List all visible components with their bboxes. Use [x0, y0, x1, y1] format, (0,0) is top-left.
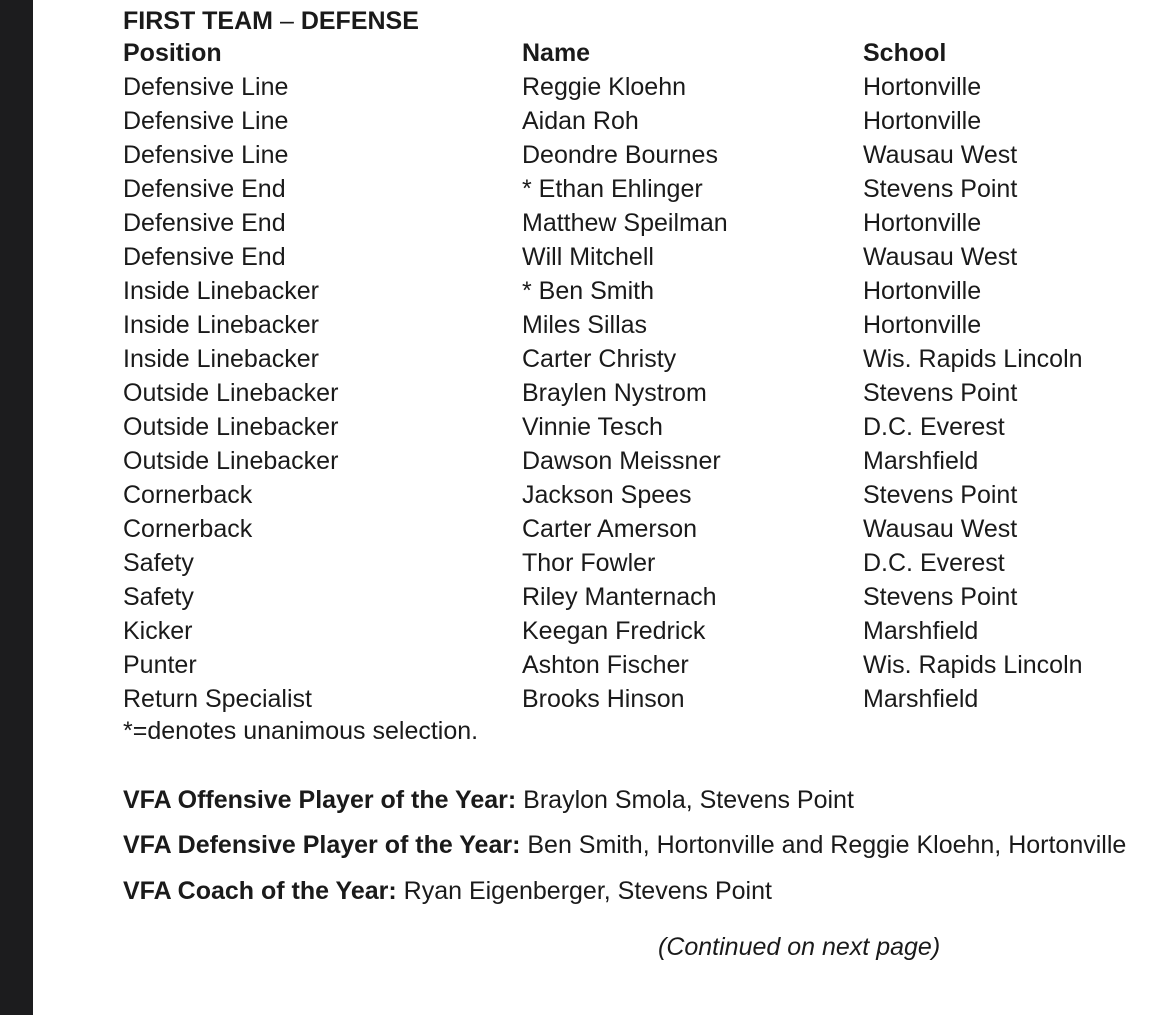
- cell-position: Safety: [123, 549, 194, 577]
- table-row: [123, 72, 1170, 106]
- cell-school: Hortonville: [863, 209, 982, 237]
- cell-position: Inside Linebacker: [123, 345, 319, 373]
- cell-position: Defensive Line: [123, 73, 289, 101]
- cell-school: Stevens Point: [863, 583, 1018, 611]
- cell-name: Brooks Hinson: [522, 685, 685, 713]
- cell-name: * Ben Smith: [522, 277, 655, 305]
- cell-position: Safety: [123, 583, 194, 611]
- header-school: School: [863, 39, 947, 67]
- cell-school: Marshfield: [863, 685, 979, 713]
- section-title-main: FIRST TEAM: [123, 7, 273, 35]
- table-row: [123, 310, 1170, 344]
- cell-position: Outside Linebacker: [123, 447, 339, 475]
- cell-school: Hortonville: [863, 107, 982, 135]
- table-row: [123, 140, 1170, 174]
- award-value: Ben Smith, Hortonville and Reggie Kloehn, Hortonville: [527, 831, 1127, 859]
- cell-school: Wausau West: [863, 141, 1018, 169]
- cell-school: Wausau West: [863, 243, 1018, 271]
- cell-school: Marshfield: [863, 447, 979, 475]
- section-title-dash: –: [279, 7, 294, 35]
- award-defensive-player: [123, 830, 1126, 860]
- cell-position: Punter: [123, 651, 197, 679]
- cell-school: Wausau West: [863, 515, 1018, 543]
- table-row: [123, 344, 1170, 378]
- cell-name: Matthew Speilman: [522, 209, 728, 237]
- table-row: [123, 480, 1170, 514]
- cell-position: Cornerback: [123, 481, 253, 509]
- table-row: [123, 242, 1170, 276]
- table-row: [123, 582, 1170, 616]
- cell-school: Wis. Rapids Lincoln: [863, 345, 1083, 373]
- cell-school: Hortonville: [863, 73, 982, 101]
- cell-name: * Ethan Ehlinger: [522, 175, 703, 203]
- table-row: [123, 514, 1170, 548]
- award-offensive-player: [123, 785, 854, 815]
- cell-name: Riley Manternach: [522, 583, 717, 611]
- cell-school: Marshfield: [863, 617, 979, 645]
- award-label: VFA Coach of the Year:: [123, 877, 397, 905]
- cell-name: Deondre Bournes: [522, 141, 718, 169]
- cell-name: Aidan Roh: [522, 107, 639, 135]
- window-left-edge: [0, 0, 33, 1015]
- cell-name: Thor Fowler: [522, 549, 656, 577]
- document-page: [123, 0, 1170, 1015]
- section-title-sub: DEFENSE: [300, 7, 419, 35]
- table-row: [123, 174, 1170, 208]
- cell-position: Outside Linebacker: [123, 379, 339, 407]
- table-row: [123, 548, 1170, 582]
- cell-position: Defensive Line: [123, 141, 289, 169]
- award-value: Braylon Smola, Stevens Point: [523, 786, 854, 814]
- table-row: [123, 276, 1170, 310]
- cell-name: Braylen Nystrom: [522, 379, 707, 407]
- award-coach: [123, 876, 772, 906]
- table-row: [123, 684, 1170, 718]
- cell-position: Cornerback: [123, 515, 253, 543]
- table-row: [123, 650, 1170, 684]
- table-row: [123, 446, 1170, 480]
- header-position: Position: [123, 39, 222, 67]
- section-title: [123, 6, 419, 36]
- cell-school: Wis. Rapids Lincoln: [863, 651, 1083, 679]
- cell-school: Stevens Point: [863, 379, 1018, 407]
- cell-position: Defensive End: [123, 243, 286, 271]
- table-row: [123, 412, 1170, 446]
- cell-school: Stevens Point: [863, 481, 1018, 509]
- cell-name: Carter Amerson: [522, 515, 698, 543]
- header-name: Name: [522, 39, 591, 67]
- continued-note: (Continued on next page): [658, 933, 941, 961]
- cell-name: Dawson Meissner: [522, 447, 721, 475]
- cell-position: Defensive Line: [123, 107, 289, 135]
- award-label: VFA Offensive Player of the Year:: [123, 786, 517, 814]
- cell-name: Keegan Fredrick: [522, 617, 706, 645]
- cell-name: Jackson Spees: [522, 481, 692, 509]
- cell-position: Inside Linebacker: [123, 311, 319, 339]
- cell-position: Defensive End: [123, 209, 286, 237]
- cell-name: Will Mitchell: [522, 243, 654, 271]
- cell-position: Kicker: [123, 617, 193, 645]
- award-label: VFA Defensive Player of the Year:: [123, 831, 521, 859]
- table-row: [123, 616, 1170, 650]
- table-row: [123, 378, 1170, 412]
- cell-school: Hortonville: [863, 277, 982, 305]
- cell-position: Return Specialist: [123, 685, 312, 713]
- cell-position: Outside Linebacker: [123, 413, 339, 441]
- cell-name: Miles Sillas: [522, 311, 648, 339]
- cell-name: Carter Christy: [522, 345, 677, 373]
- cell-school: D.C. Everest: [863, 549, 1005, 577]
- table-row: [123, 208, 1170, 242]
- cell-position: Inside Linebacker: [123, 277, 319, 305]
- cell-school: Stevens Point: [863, 175, 1018, 203]
- cell-school: Hortonville: [863, 311, 982, 339]
- cell-name: Reggie Kloehn: [522, 73, 687, 101]
- cell-name: Ashton Fischer: [522, 651, 689, 679]
- cell-position: Defensive End: [123, 175, 286, 203]
- table-row: [123, 106, 1170, 140]
- table-header: [123, 38, 1170, 72]
- award-value: Ryan Eigenberger, Stevens Point: [403, 877, 772, 905]
- cell-school: D.C. Everest: [863, 413, 1005, 441]
- footnote: *=denotes unanimous selection.: [123, 717, 479, 745]
- cell-name: Vinnie Tesch: [522, 413, 663, 441]
